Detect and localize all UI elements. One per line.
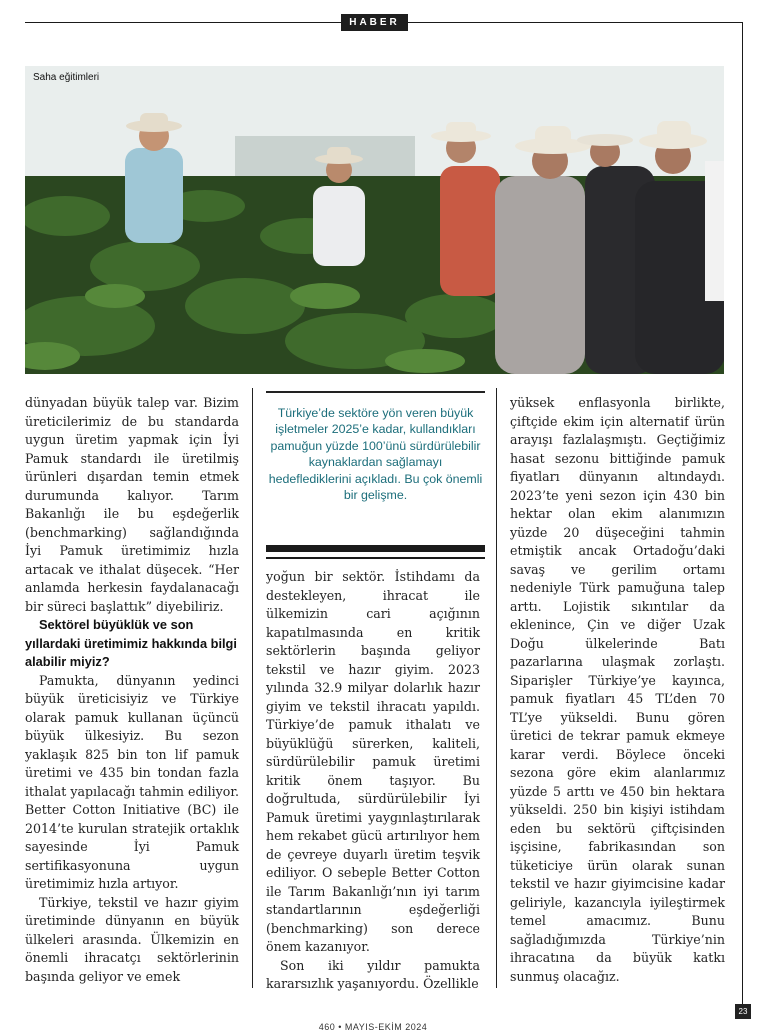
- field-training-photo: [25, 66, 724, 374]
- col2-paragraph-1: yoğun bir sektör. İstihdamı da destekleyen, ihracat ile ülkemizin cari açığının kapatılmasında en kritik sektörlerin başında geliyor tekstil ve hazır giyim. 2023 yılında 32.9 milyar dolarlık hazır giyim ve tekstil ihracatı yapıldı. Türkiye’de pamuk ithalatı ve büyüklüğü sürerken, kaliteli, sürdürülebilir pamuk üretimi kritik önem taşıyor. Bu doğrultuda, sürdürülebilir İyi Pamuk üretimi yaygınlaştırılarak hem rekabet gücü artırılıyor hem de çevreye duyarlı üretim teşvik ediliyor. O sebeple Better Cotton ile Tarım Bakanlığı’nın iyi tarım standartlarının eşdeğerliği (benchmarking) son derece önem kazanıyor.: [266, 569, 480, 954]
- column-3: [510, 394, 725, 986]
- col3-paragraph-1: yüksek enflasyonla birlikte, çiftçide ekim için alternatif ürün arayışı fazlalaşmıştı. Geçtiğimiz hasat sezonu bittiğinde pamuk fiyatları dünyanın altındaydı. 2023’te yeni sezon için 430 bin hektar olan ekim alanımızın yüzde 20 düşeceğini tahmin etmiştik ancak Ortadoğu’daki savaş ve gerilim ortamı nedeniyle Türk pamuğuna talep arttı. Lojistik sıkıntılar da eklenince, Çin ve diğer Uzak Doğu ülkelerinde Batı pazarlarına ulaşmak zorlaştı. Siparişler Türkiye’ye kayınca, pamuk fiyatları 45 TL’den 70 TL’ye yükseldi. Bunu gören üretici de tekrar pamuk ekmeye karar verdi. Böylece önceki sezona göre ekim alanlarımız yüzde 5 arttı ve 450 bin hektara yükseldi. 250 bin kişiyi istihdam eden bu sektörü çiftçisinden işçisine, fabrikasından son tüketiciye ürün olarak sunan tekstil ve hazır giyimcisine kadar geliriyle, kazancıyla iyileştirmek temel amacımız. Bunu sağladığımızda Türkiye’nin ihracatına da büyük katkı sunmuş olacağız.: [510, 395, 725, 984]
- col1-paragraph-3: Türkiye, tekstil ve hazır giyim üretiminde dünyanın en büyük ülkeleri arasında. Ülkemizin en önemli ihracatçı sektörlerinin başında geliyor ve emek: [25, 894, 239, 984]
- column-2: [266, 568, 480, 994]
- photo-illustration: [25, 66, 724, 374]
- pull-quote-rule: [266, 557, 485, 559]
- section-heading-line1: Sektörel büyüklük ve: [39, 617, 168, 632]
- right-frame-rule: [742, 22, 743, 1010]
- column-1: [25, 394, 239, 986]
- pull-quote: Türkiye’de sektöre yön veren büyük işletmeler 2025’e kadar, kullandıkları pamuğun yüzde 100’ünü sürdürülebilir kaynaklardan sağlamayı hedeflediklerini açıkladı. Bu çok önemli bir gelişme.: [266, 391, 485, 530]
- column-rule-2: [496, 388, 497, 988]
- col1-paragraph-1: dünyadan büyük talep var. Bizim üreticilerimiz de bu standarda uygun üretim yapmak için İyi Pamuk standardı ile üretilmiş ürünleri dışardan temin etmek durumunda kalıyor. Tarım Bakanlığı ile bu eşdeğerlik (benchmarking) sağlandığında İyi Pamuk üretimimiz hızla artacak ve ithalat düşecek. “Her anlamda herkesin faydalanacağı bir süreci başlattık” diyebiliriz.: [25, 395, 239, 614]
- pull-quote-bar: [266, 545, 485, 552]
- issue-folio: 460 • MAYIS-EKİM 2024: [318, 1022, 428, 1032]
- col1-paragraph-2: Pamukta, dünyanın yedinci büyük üreticisiyiz ve Türkiye olarak pamuk kullanan üçüncü büyük ülkesiyiz. Bu sezon yaklaşık 825 bin ton lif pamuk üretimi ve 435 bin tondan fazla ithalat yapılacağı tahmin ediliyor. Better Cotton Initiative (BC) ile 2014’te kurulan stratejik ortaklık sayesinde İyi Pamuk sertifikasyonuna uygun üretimimiz hızla artıyor.: [25, 672, 239, 891]
- section-heading-rest: son yıllardaki üretimimiz hakkında bilgi alabilir miyiz?: [25, 617, 237, 669]
- column-rule-1: [252, 388, 253, 988]
- page-number: 23: [735, 1004, 751, 1019]
- photo-caption: Saha eğitimleri: [33, 72, 100, 83]
- section-tag: HABER: [341, 14, 408, 31]
- section-heading: [25, 616, 239, 672]
- col2-paragraph-2: Son iki yıldır pamukta kararsızlık yaşanıyordu. Özellikle: [266, 957, 480, 991]
